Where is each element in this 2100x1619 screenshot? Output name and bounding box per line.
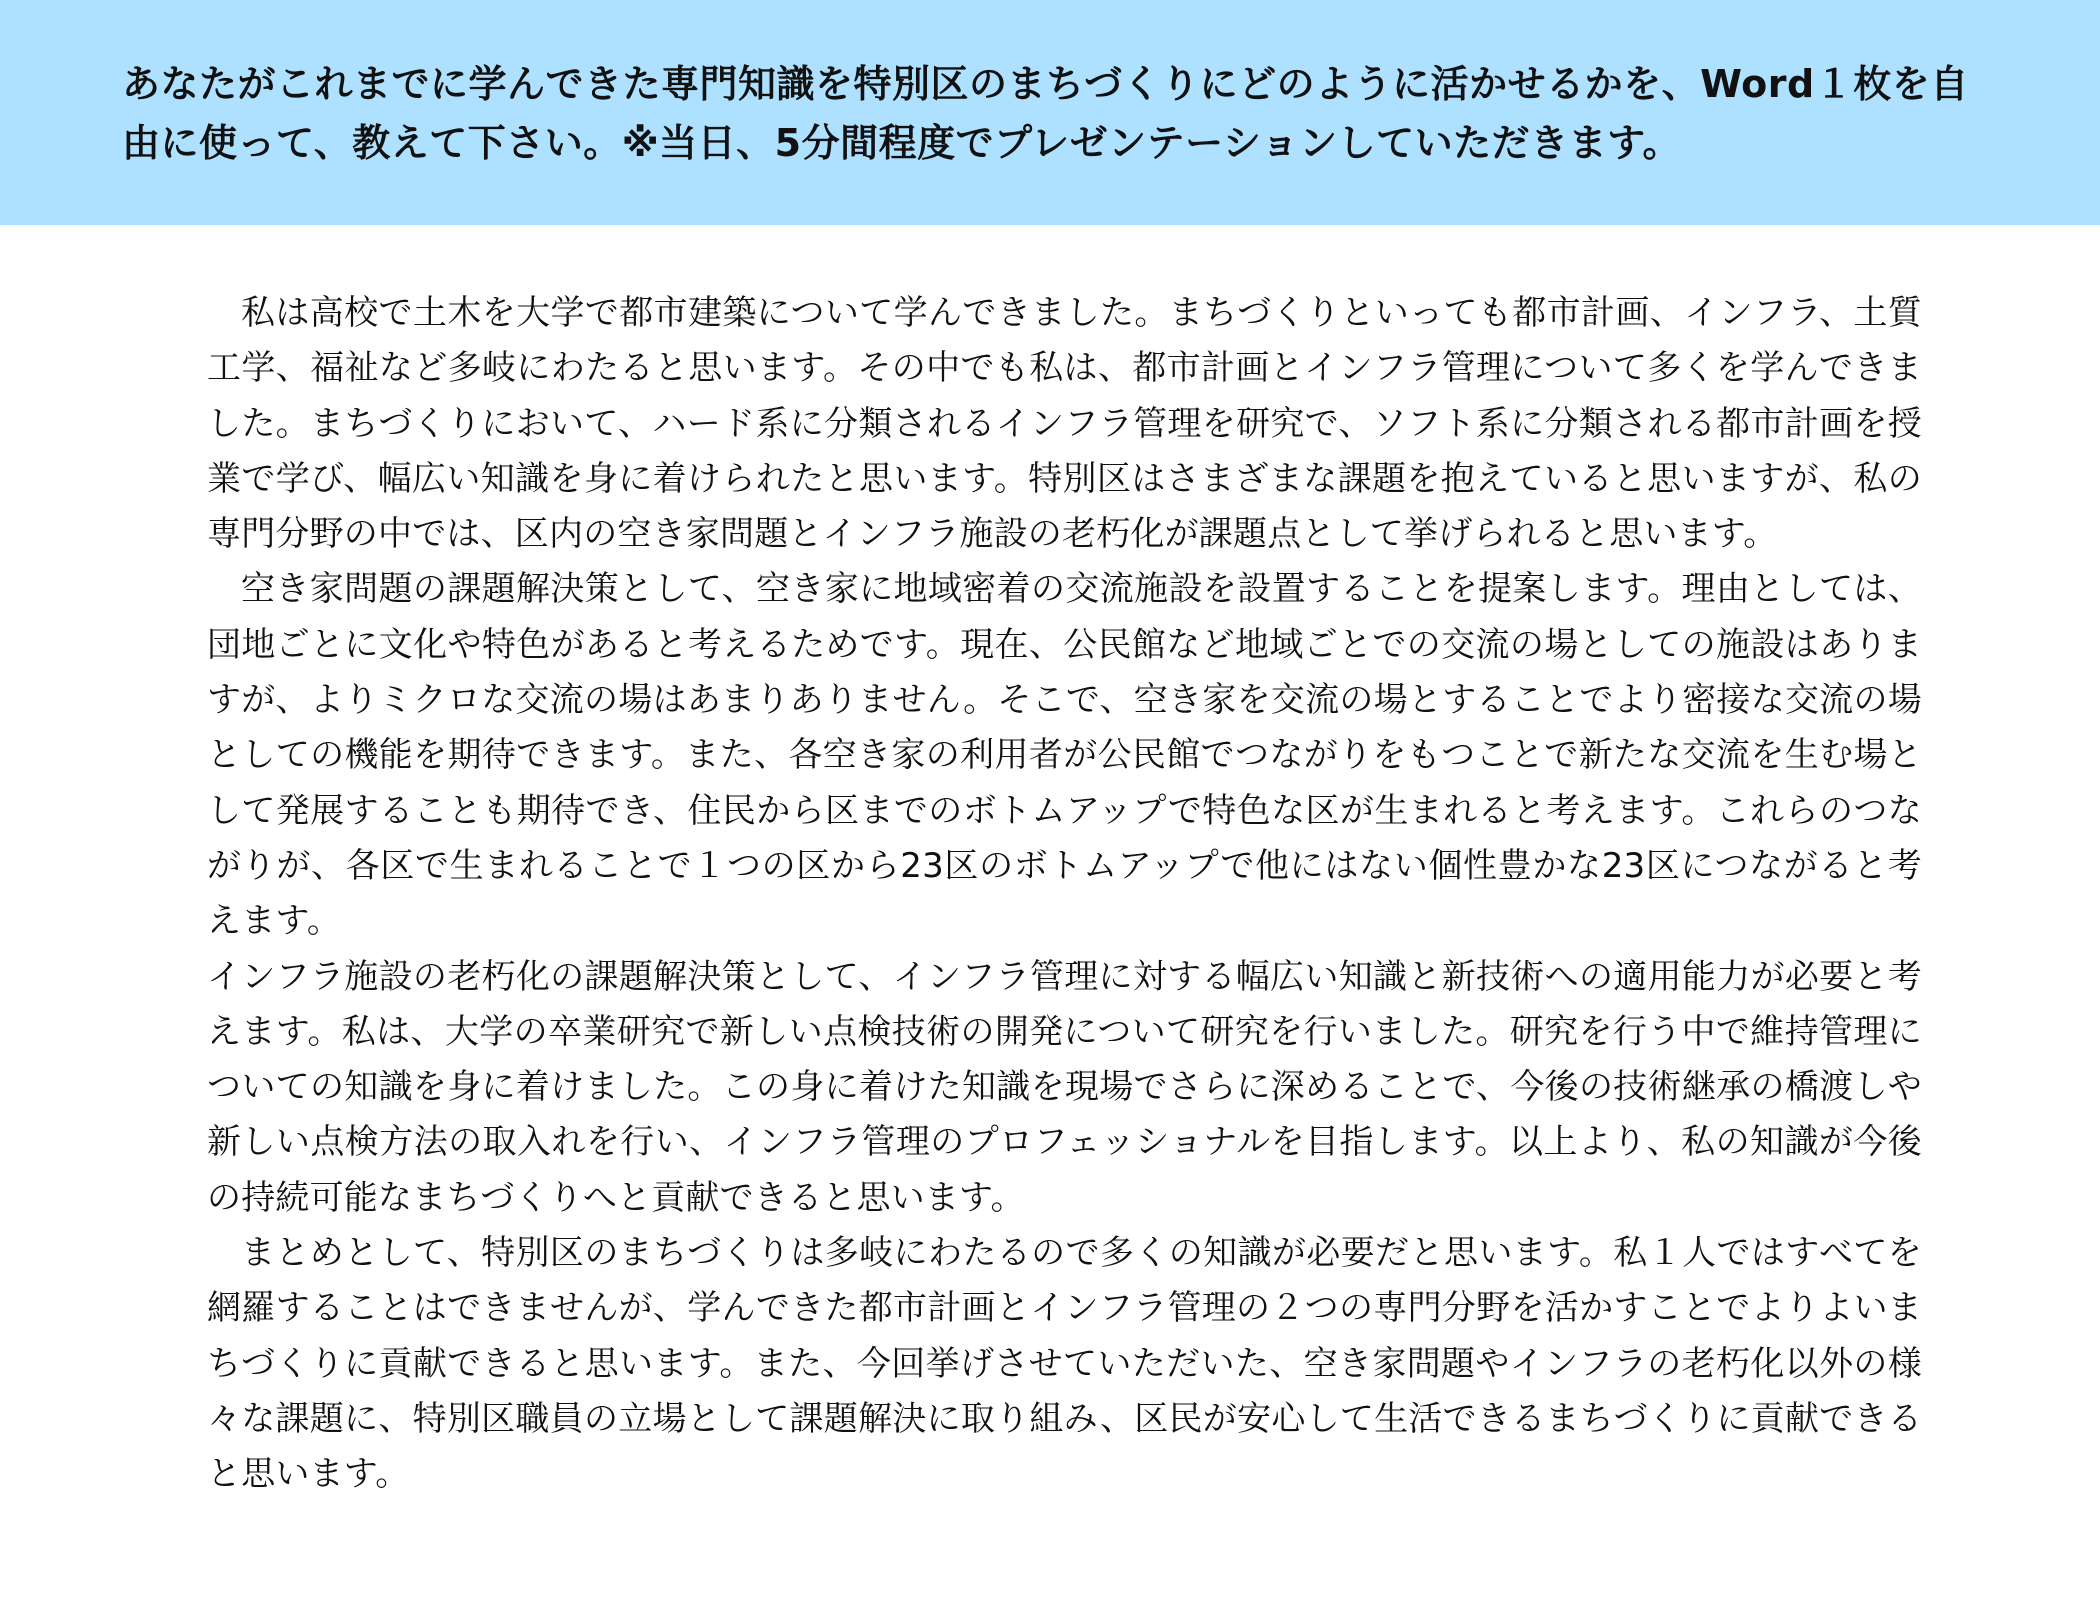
essay-paragraph-vacant-houses: 空き家問題の課題解決策として、空き家に地域密着の交流施設を設置することを提案します。理由としては、団地ごとに文化や特色があると考えるためです。現在、公民館など地域ごとでの交流の場としての施設はありますが、よりミクロな交流の場はあまりありません。そこで、空き家を交流の場とすることでより密接な交流の場としての機能を期待できます。また、各空き家の利用者が公民館でつながりをもつことで新たな交流を生む場として発展することも期待でき、住民から区までのボトムアップで特色な区が生まれると考えます。これらのつながりが、各区で生まれることで１つの区から23区のボトムアップで他にはない個性豊かな23区につながると考えます。 xyxy=(207,569,1922,942)
essay-body xyxy=(207,286,1922,1503)
essay-paragraph-intro: 私は高校で土木を大学で都市建築について学んできました。まちづくりといっても都市計画、インフラ、土質工学、福祉など多岐にわたると思います。その中でも私は、都市計画とインフラ管理について多くを学んできました。まちづくりにおいて、ハード系に分類されるインフラ管理を研究で、ソフト系に分類される都市計画を授業で学び、幅広い知識を身に着けられたと思います。特別区はさまざまな課題を抱えていると思いますが、私の専門分野の中では、区内の空き家問題とインフラ施設の老朽化が課題点として挙げられると思います。 xyxy=(207,293,1922,555)
essay-paragraph-conclusion: まとめとして、特別区のまちづくりは多岐にわたるので多くの知識が必要だと思います。私１人ではすべてを網羅することはできませんが、学んできた都市計画とインフラ管理の２つの専門分野を活かすことでよりよいまちづくりに貢献できると思います。また、今回挙げさせていただいた、空き家問題やインフラの老朽化以外の様々な課題に、特別区職員の立場として課題解決に取り組み、区民が安心して生活できるまちづくりに貢献できると思います。 xyxy=(207,1233,1922,1495)
prompt-text: あなたがこれまでに学んできた専門知識を特別区のまちづくりにどのように活かせるかを、Word１枚を自由に使って、教えて下さい。※当日、5分間程度でプレゼンテーションしていただきます。 xyxy=(122,62,1969,165)
essay-paragraph-infrastructure: インフラ施設の老朽化の課題解決策として、インフラ管理に対する幅広い知識と新技術への適用能力が必要と考えます。私は、大学の卒業研究で新しい点検技術の開発について研究を行いました。研究を行う中で維持管理についての知識を身に着けました。この身に着けた知識を現場でさらに深めることで、今後の技術継承の橋渡しや新しい点検方法の取入れを行い、インフラ管理のプロフェッショナルを目指します。以上より、私の知識が今後の持続可能なまちづくりへと貢献できると思います。 xyxy=(207,956,1922,1218)
prompt-banner xyxy=(0,0,2100,225)
